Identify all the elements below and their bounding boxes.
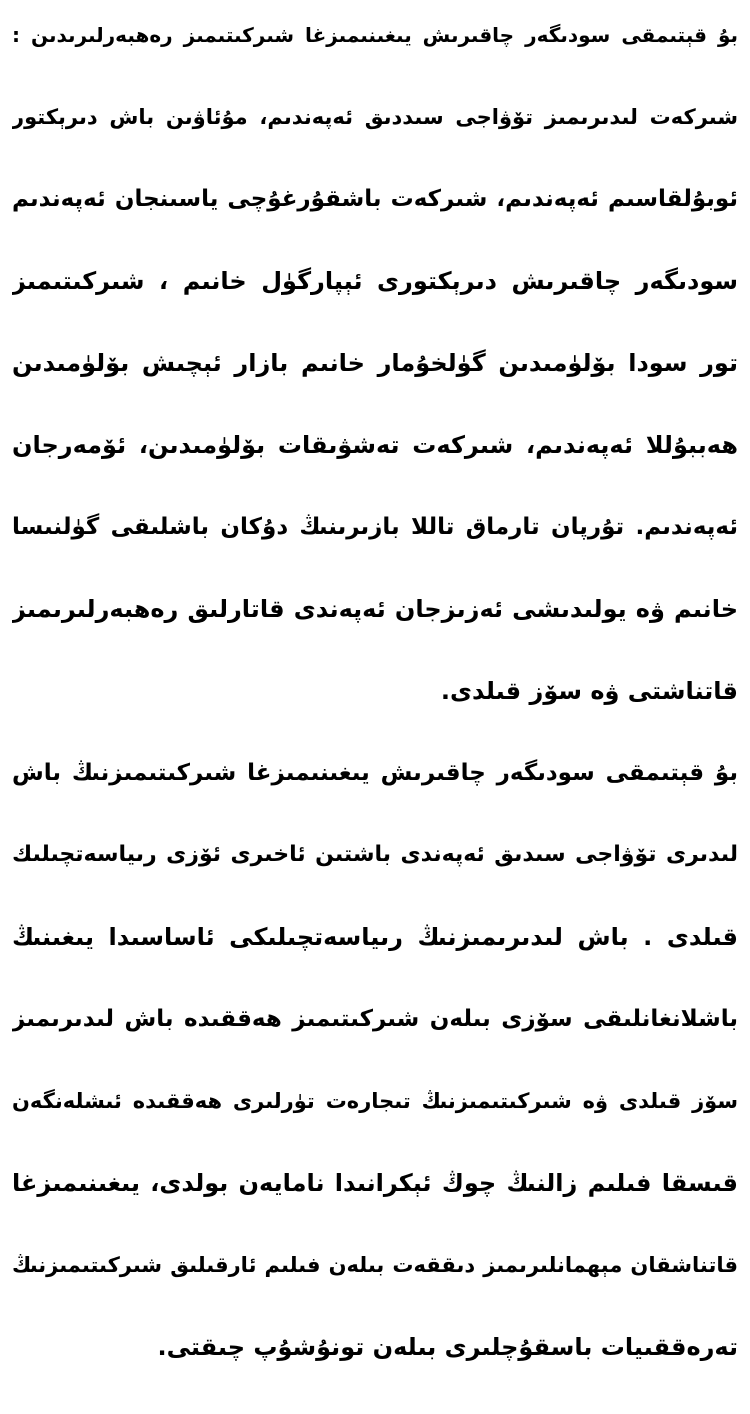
paragraph-1 <box>12 20 738 758</box>
text-line: باشلانغانلىقى سۆزى بىلەن شىركىتىمىز ھەققىدە باش لىدىرىمىز <box>12 1006 738 1032</box>
text-line: خانىم ۋە يولىدىشى ئەزىزجان ئەپەندى قاتارلىق رەھبەرلىرىمىز <box>12 595 738 623</box>
text-line: ئوبۇلقاسىم ئەپەندىم، شىركەت باشقۇرغۇچى ياسىنجان ئەپەندىم <box>12 186 738 212</box>
text-line: ھەببۇللا ئەپەندىم، شىركەت تەشۋىقات بۆلۈمىدىن، ئۆمەرجان <box>12 431 738 459</box>
text-line: سودىگەر چاقىرىش دىرېكتورى ئېپارگۈل خانىم ، شىركىتىمىز <box>12 267 738 295</box>
text-line: ئەپەندىم. تۇرپان تارماق تاللا بازىرىنىڭ دۇكان باشلىقى گۈلنىسا <box>12 514 738 540</box>
text-line: لىدىرى تۆۋاجى سىدىق ئەپەندى باشتىن ئاخىرى ئۆزى رىياسەتچىلىك <box>12 842 738 867</box>
text-line-last: قاتناشتى ۋە سۆز قىلدى. <box>440 677 738 705</box>
text-line: تور سودا بۆلۈمىدىن گۈلخۇمار خانىم بازار ئېچىش بۆلۈمىدىن <box>12 349 738 377</box>
text-line: قىلدى . باش لىدىرىمىزنىڭ رىياسەتچىلىكى ئاساسىدا يىغىنىڭ <box>12 923 738 951</box>
text-line-last: تەرەققىيات باسقۇچلىرى بىلەن تونۇشۇپ چىقتى. <box>157 1333 738 1361</box>
text-line: بۇ قېتىمقى سودىگەر چاقىرىش يىغىنىمىزغا شىركىتىمىز رەھبەرلىرىدىن : <box>12 23 738 47</box>
text-line: سۆز قىلدى ۋە شىركىتىمىزنىڭ تىجارەت تۈرلىرى ھەققىدە ئىشلەنگەن <box>12 1089 738 1113</box>
text-line: قىسقا فىلىم زالنىڭ چوڭ ئېكرانىدا نامايەن بولدى، يىغىنىمىزغا <box>12 1169 738 1197</box>
text-line: قاتناشقان مېھمانلىرىمىز دىققەت بىلەن فىلىم ئارقىلىق شىركىتىمىزنىڭ <box>12 1253 738 1277</box>
text-line: شىركەت لىدىرىمىز تۆۋاجى سىددىق ئەپەندىم، مۇئاۋىن باش دىرېكتور <box>12 105 738 129</box>
text-line: بۇ قېتىمقى سودىگەر چاقىرىش يىغىنىمىزغا شىركىتىمىزنىڭ باش <box>12 760 738 786</box>
paragraph-2 <box>12 758 738 1414</box>
